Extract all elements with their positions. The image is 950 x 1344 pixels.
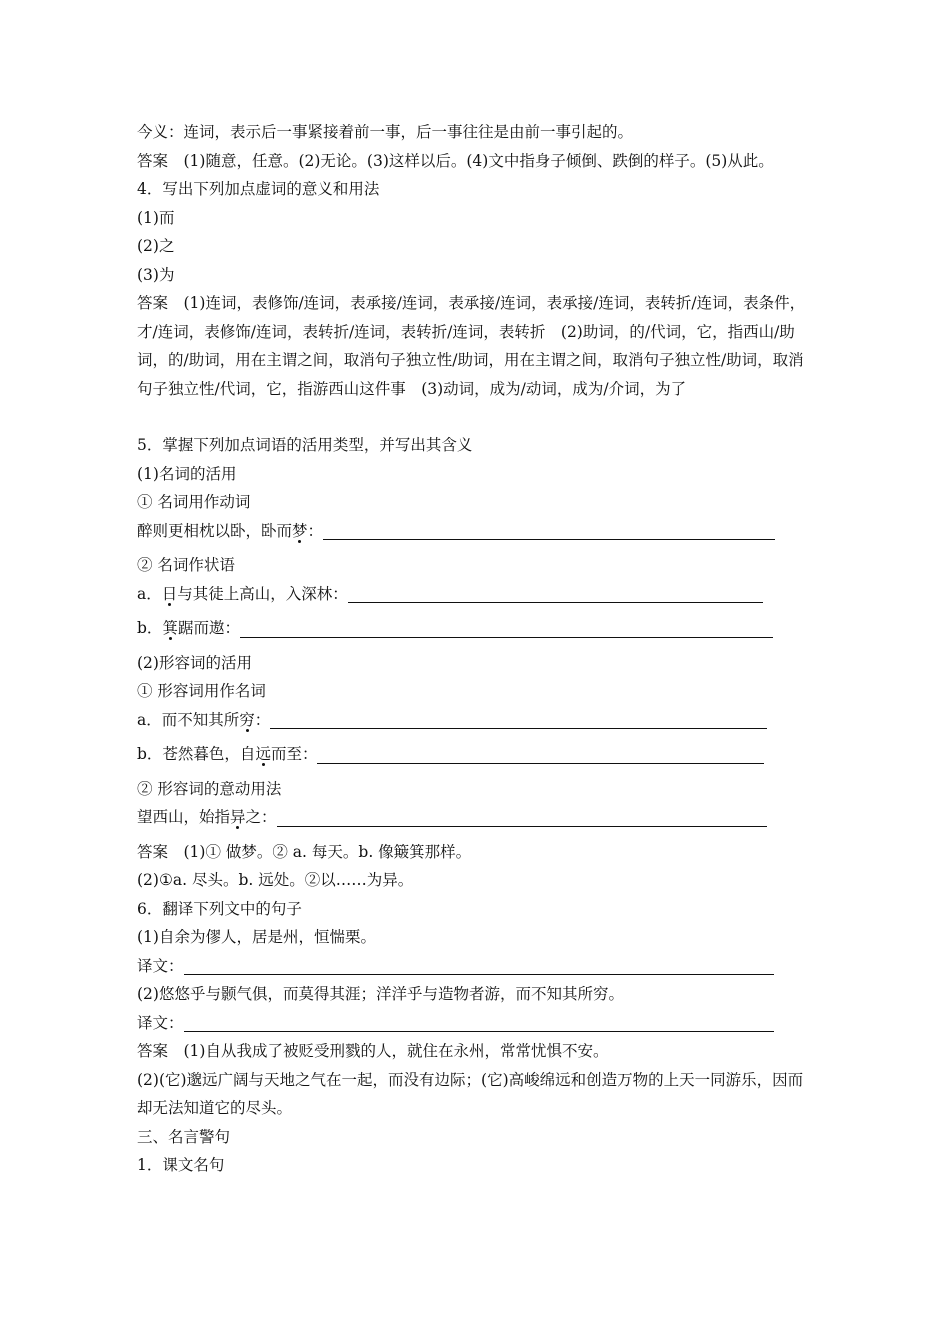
modern-meaning-line: 今义：连词，表示后一事紧接着前一事，后一事往往是由前一事引起的。	[137, 123, 634, 141]
fill-blank-row	[137, 580, 817, 609]
prompt-text: 与其徒上高山，入深林：	[177, 584, 348, 603]
prompt-text: 望西山，始指	[137, 808, 231, 826]
dotted-char: 远	[255, 745, 271, 763]
translation-blank[interactable]	[184, 973, 774, 975]
question-4-item-1: (1)而	[137, 208, 175, 227]
prompt-text: a．而不知其所	[137, 710, 240, 729]
adjective-usage-heading: (2)形容词的活用	[137, 653, 252, 672]
answer-blank[interactable]	[277, 825, 767, 827]
question-5-title: 5．掌握下列加点词语的活用类型，并写出其含义	[137, 436, 473, 454]
prompt-text: 踞而遨：	[177, 619, 240, 637]
adjective-as-noun-heading: ① 形容词用作名词	[137, 682, 266, 700]
prompt-text: 而至：	[270, 745, 318, 763]
noun-usage-heading: (1)名词的活用	[137, 464, 237, 483]
answer-blank[interactable]	[348, 601, 763, 603]
dotted-char: 梦	[292, 521, 308, 540]
answer-blank[interactable]	[240, 636, 773, 638]
answer-3: 答案 (1)随意，任意。(2)无论。(3)这样以后。(4)文中指身子倾倒、跌倒的样子。(5)从此。	[137, 151, 774, 170]
translation-label: 译文：	[137, 956, 184, 975]
translation-label: 译文：	[137, 1013, 184, 1032]
answer-6-line-2: (2)(它)邈远广阔与天地之气在一起，而没有边际；(它)高峻绵远和创造万物的上天一同游乐，因而却无法知道它的尽头。	[137, 1070, 804, 1117]
section-3-heading: 三、名言警句	[137, 1127, 231, 1146]
question-6-sentence-1: (1)自余为僇人，居是州，恒惴栗。	[137, 928, 376, 946]
prompt-text: b．	[137, 619, 163, 637]
noun-as-verb-heading: ① 名词用作动词	[137, 493, 251, 511]
prompt-text: 醉则更相枕以卧，卧而	[137, 521, 293, 540]
answer-blank[interactable]	[270, 727, 767, 729]
dotted-char: 箕	[162, 619, 178, 637]
question-6-title: 6．翻译下列文中的句子	[137, 899, 302, 918]
prompt-text: a．	[137, 584, 162, 603]
dotted-char: 日	[161, 584, 178, 603]
answer-5-line-1: 答案 (1)① 做梦。② a. 每天。b. 像簸箕那样。	[137, 842, 472, 861]
fill-blank-row	[137, 614, 817, 643]
document-body	[137, 118, 817, 1180]
question-4-item-3: (3)为	[137, 265, 175, 284]
fill-blank-row	[137, 706, 817, 735]
fill-blank-row	[137, 517, 817, 546]
prompt-text: 之：	[245, 808, 277, 826]
answer-blank[interactable]	[317, 762, 764, 764]
noun-as-adverbial-heading: ② 名词作状语	[137, 556, 235, 574]
prompt-text: b．苍然暮色，自	[137, 745, 256, 763]
translation-row	[137, 952, 817, 981]
prompt-text: ：	[307, 521, 324, 540]
question-4-title: 4．写出下列加点虚词的意义和用法	[137, 180, 380, 198]
dotted-char: 异	[230, 808, 246, 826]
dotted-char: 穷	[239, 710, 255, 729]
answer-6-line-1: 答案 (1)自从我成了被贬受刑戮的人，就住在永州，常常忧惧不安。	[137, 1042, 609, 1060]
translation-row	[137, 1009, 817, 1038]
fill-blank-row	[137, 803, 817, 832]
answer-blank[interactable]	[323, 538, 775, 540]
adjective-putative-heading: ② 形容词的意动用法	[137, 779, 282, 798]
answer-5-line-2: (2)①a. 尽头。b. 远处。②以……为异。	[137, 871, 414, 889]
section-3-item-1: 1．课文名句	[137, 1156, 225, 1174]
question-6-sentence-2: (2)悠悠乎与颢气俱，而莫得其涯；洋洋乎与造物者游，而不知其所穷。	[137, 985, 624, 1003]
fill-blank-row	[137, 740, 817, 769]
answer-4: 答案 (1)连词，表修饰/连词，表承接/连词，表承接/连词，表承接/连词，表转折/连词，表条件，才/连词，表修饰/连词，表转折/连词，表转折/连词，表转折 (2)助词，的/代词，它，指西山/助词，的/助词，用在主谓之间，取消句子独立性/助词，用在主谓之间，取消句子独立性/助词，取消句子独立性/代词，它，指游西山这件事 (3)动词，成为/动词，成为/介词，为了	[137, 294, 806, 398]
question-4-item-2: (2)之	[137, 237, 175, 255]
prompt-text: ：	[254, 710, 271, 729]
translation-blank[interactable]	[184, 1030, 774, 1032]
